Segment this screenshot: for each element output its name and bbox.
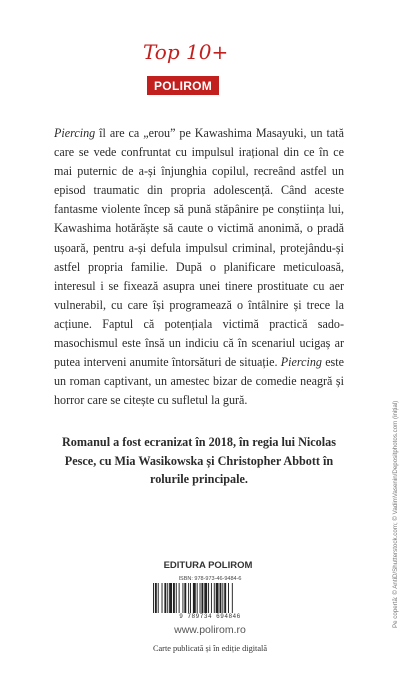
barcode-bar — [153, 583, 154, 613]
barcode-bar — [182, 583, 183, 613]
book-blurb — [54, 124, 344, 410]
barcode-digits: 9 789734 694846 — [179, 613, 241, 620]
barcode-bar — [211, 583, 212, 613]
barcode-bar — [208, 583, 209, 613]
cover-photo-credit: Pe copertă: © AntiD/Shutterstock.com; © VadimVasenin/Depositphotos.com (inițial) — [392, 400, 399, 628]
barcode-bar — [197, 583, 198, 613]
digital-edition-note: Carte publicată și în ediție digitală — [152, 644, 268, 653]
barcode-bar — [220, 583, 222, 613]
barcode-bar — [173, 583, 175, 613]
barcode-bar — [190, 583, 191, 613]
barcode-bar — [193, 583, 196, 613]
barcode-bar — [179, 583, 180, 613]
barcode — [152, 583, 268, 613]
barcode-bar — [176, 583, 177, 613]
barcode-bar — [184, 583, 186, 613]
barcode-bar — [216, 583, 219, 613]
barcode-bar — [224, 583, 226, 613]
blurb-text-part-1: îl are ca „erou” pe Kawashima Masayuki, un tată care se vede confruntat cu impulsul irațional din ce în ce mai puternic de a-și înjunghia copilul, recreând astfel un episod traumatic din propria adolescență. Când aceste fantasme violente încep să pună stăpânire pe conștiința lui, Kawashima hotărăște să caute o victimă anonimă, o pradă ușoară, pentru a-și defula impulsul criminal, protejându-și astfel propria familie. După o planificare meticuloasă, interesul i se fixează asupra unei tinere prostituate cu aer vulnerabil, cu care își programează o întâlnire și trece la acțiune. Faptul că potențiala victimă practică sado-masochismul este însă un indiciu că în scenariul ucigaș ar putea interveni anumite întorsături de situație. — [54, 126, 344, 370]
barcode-bar — [155, 583, 157, 613]
blurb-text-part-2: este un roman captivant, un amestec bizar de comedie neagră și horror care se citește cu sufletul la gură. — [54, 355, 344, 408]
publisher-imprint: EDITURA POLIROM — [163, 560, 253, 571]
website-link[interactable]: www.polirom.ro — [174, 624, 246, 636]
barcode-bar — [167, 583, 168, 613]
publisher-badge: POLIROM — [147, 76, 219, 95]
book-title: Piercing — [54, 126, 96, 140]
barcode-bar — [201, 583, 203, 613]
barcode-bar — [169, 583, 172, 613]
barcode-bar — [204, 583, 207, 613]
film-adaptation-note: Romanul a fost ecranizat în 2018, în regia lui Nicolas Pesce, cu Mia Wasikowska și Christopher Abbott în rolurile principale. — [62, 435, 336, 487]
barcode-bar — [188, 583, 189, 613]
barcode-bar — [222, 583, 223, 613]
barcode-bar — [232, 583, 233, 613]
barcode-bar — [162, 583, 163, 613]
barcode-bar — [214, 583, 215, 613]
series-logo: Top 10+ — [143, 40, 229, 64]
book-title: Piercing — [280, 355, 322, 370]
barcode-bar — [200, 583, 201, 613]
barcode-bar — [158, 583, 159, 613]
barcode-bar — [164, 583, 166, 613]
barcode-bar — [228, 583, 229, 613]
isbn-label: ISBN: 978-973-46-9484-6 — [178, 576, 242, 582]
